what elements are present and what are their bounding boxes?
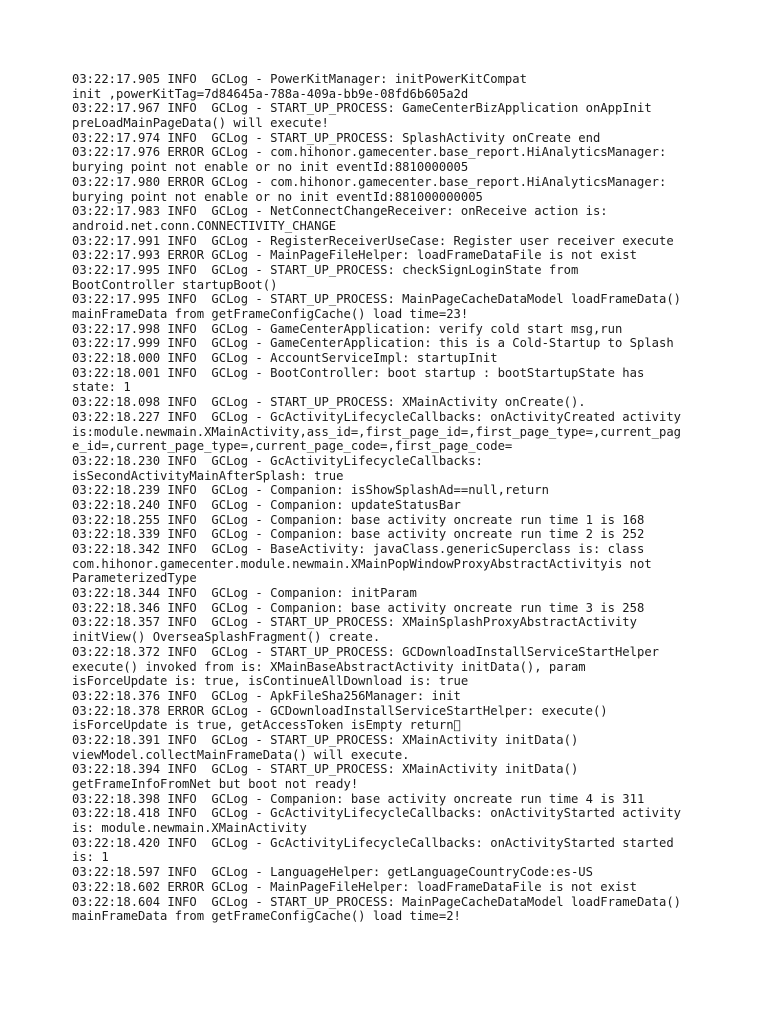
log-line: 03:22:18.255 INFO GCLog - Companion: base activity oncreate run time 1 is 168 [72, 512, 645, 527]
log-line: 03:22:17.999 INFO GCLog - GameCenterApplication: this is a Cold-Startup to Splash [72, 336, 674, 351]
log-line: 03:22:18.602 ERROR GCLog - MainPageFileHelper: loadFrameDataFile is not exist [72, 879, 637, 894]
log-line: burying point not enable or no init eventId:881000000005 [72, 189, 483, 204]
log-line: 03:22:17.967 INFO GCLog - START_UP_PROCESS: GameCenterBizApplication onAppInit [72, 101, 652, 116]
log-line: 03:22:18.239 INFO GCLog - Companion: isShowSplashAd==null,return [72, 483, 549, 498]
log-line: init ,powerKitTag=7d84645a-788a-409a-bb9e-08fd6b605a2d [72, 86, 469, 101]
log-line: burying point not enable or no init eventId:8810000005 [72, 160, 469, 175]
log-line: 03:22:18.391 INFO GCLog - START_UP_PROCESS: XMainActivity initData() [72, 732, 579, 747]
log-line: 03:22:18.346 INFO GCLog - Companion: base activity oncreate run time 3 is 258 [72, 600, 645, 615]
log-line: ParameterizedType [72, 571, 197, 586]
log-line: getFrameInfoFromNet but boot not ready! [72, 777, 359, 791]
log-line: 03:22:18.418 INFO GCLog - GcActivityLifecycleCallbacks: onActivityStarted activity [72, 806, 682, 821]
log-line: 03:22:18.597 INFO GCLog - LanguageHelper: getLanguageCountryCode:es-US [72, 865, 593, 880]
log-line: e_id=,current_page_type=,current_page_code=,first_page_code= [72, 439, 513, 454]
log-line: 03:22:18.000 INFO GCLog - AccountServiceImpl: startupInit [72, 351, 498, 366]
log-line: 03:22:18.001 INFO GCLog - BootController: boot startup : bootStartupState has [72, 365, 645, 380]
log-line: com.hihonor.gamecenter.module.newmain.XMainPopWindowProxyAbstractActivityis not [72, 556, 652, 571]
log-line: preLoadMainPageData() will execute! [72, 116, 329, 131]
log-line: is:module.newmain.XMainActivity,ass_id=,first_page_id=,first_page_type=,current_pag [72, 424, 682, 439]
log-line: 03:22:17.991 INFO GCLog - RegisterReceiverUseCase: Register user receiver execute [72, 233, 674, 248]
log-line: execute() invoked from is: XMainBaseAbstractActivity initData(), param [72, 659, 586, 674]
log-line: 03:22:18.376 INFO GCLog - ApkFileSha256Manager: init [72, 688, 461, 703]
log-line: BootController startupBoot() [72, 277, 278, 292]
log-line: initView() OverseaSplashFragment() create. [72, 630, 381, 645]
log-line: isForceUpdate is: true, isContinueAllDownload is: true [72, 674, 469, 689]
log-line: 03:22:18.357 INFO GCLog - START_UP_PROCESS: XMainSplashProxyAbstractActivity [72, 615, 637, 630]
log-line: 03:22:18.230 INFO GCLog - GcActivityLifecycleCallbacks: [72, 453, 483, 468]
log-line: 03:22:18.342 INFO GCLog - BaseActivity: javaClass.genericSuperclass is: class [72, 542, 645, 556]
log-line: 03:22:17.983 INFO GCLog - NetConnectChangeReceiver: onReceive action is: [72, 204, 608, 219]
log-line: android.net.conn.CONNECTIVITY_CHANGE [72, 218, 337, 233]
log-line: 03:22:17.974 INFO GCLog - START_UP_PROCESS: SplashActivity onCreate end [72, 130, 601, 145]
log-line: 03:22:18.098 INFO GCLog - START_UP_PROCESS: XMainActivity onCreate(). [72, 395, 586, 410]
log-line: 03:22:18.394 INFO GCLog - START_UP_PROCESS: XMainActivity initData() [72, 762, 579, 777]
log-line: viewModel.collectMainFrameData() will execute. [72, 747, 410, 762]
log-line: 03:22:18.604 INFO GCLog - START_UP_PROCESS: MainPageCacheDataModel loadFrameData() [72, 894, 682, 909]
log-line: isSecondActivityMainAfterSplash: true [72, 468, 344, 483]
log-line: is: 1 [72, 850, 109, 865]
log-line: 03:22:18.227 INFO GCLog - GcActivityLifecycleCallbacks: onActivityCreated activity [72, 409, 682, 424]
log-line: 03:22:17.995 INFO GCLog - START_UP_PROCESS: MainPageCacheDataModel loadFrameData() [72, 292, 682, 307]
log-line: 03:22:18.378 ERROR GCLog - GCDownloadInstallServiceStartHelper: execute() [72, 703, 608, 718]
log-line: isForceUpdate is true, getAccessToken isEmpty return  [72, 718, 461, 733]
log-line: is: module.newmain.XMainActivity [72, 821, 307, 836]
log-line: 03:22:17.995 INFO GCLog - START_UP_PROCESS: checkSignLoginState from [72, 262, 579, 277]
log-line: 03:22:18.398 INFO GCLog - Companion: base activity oncreate run time 4 is 311 [72, 791, 645, 806]
log-line: 03:22:17.998 INFO GCLog - GameCenterApplication: verify cold start msg,run [72, 321, 623, 336]
log-line: 03:22:17.980 ERROR GCLog - com.hihonor.gamecenter.base_report.HiAnalyticsManager: [72, 174, 667, 189]
log-line: 03:22:17.993 ERROR GCLog - MainPageFileHelper: loadFrameDataFile is not exist [72, 248, 637, 263]
log-line: 03:22:18.420 INFO GCLog - GcActivityLifecycleCallbacks: onActivityStarted started [72, 835, 674, 850]
log-line: 03:22:18.240 INFO GCLog - Companion: updateStatusBar [72, 497, 461, 512]
log-document [72, 72, 712, 924]
log-line: 03:22:17.976 ERROR GCLog - com.hihonor.gamecenter.base_report.HiAnalyticsManager: [72, 145, 667, 160]
log-line: mainFrameData from getFrameConfigCache() load time=2! [72, 909, 461, 924]
log-line: 03:22:18.344 INFO GCLog - Companion: initParam [72, 586, 417, 601]
log-line: 03:22:18.339 INFO GCLog - Companion: base activity oncreate run time 2 is 252 [72, 527, 645, 542]
log-line: 03:22:18.372 INFO GCLog - START_UP_PROCESS: GCDownloadInstallServiceStartHelper [72, 644, 659, 659]
log-line: 03:22:17.905 INFO GCLog - PowerKitManager: initPowerKitCompat [72, 72, 527, 86]
log-line: state: 1 [72, 380, 131, 395]
log-line: mainFrameData from getFrameConfigCache() load time=23! [72, 307, 469, 321]
